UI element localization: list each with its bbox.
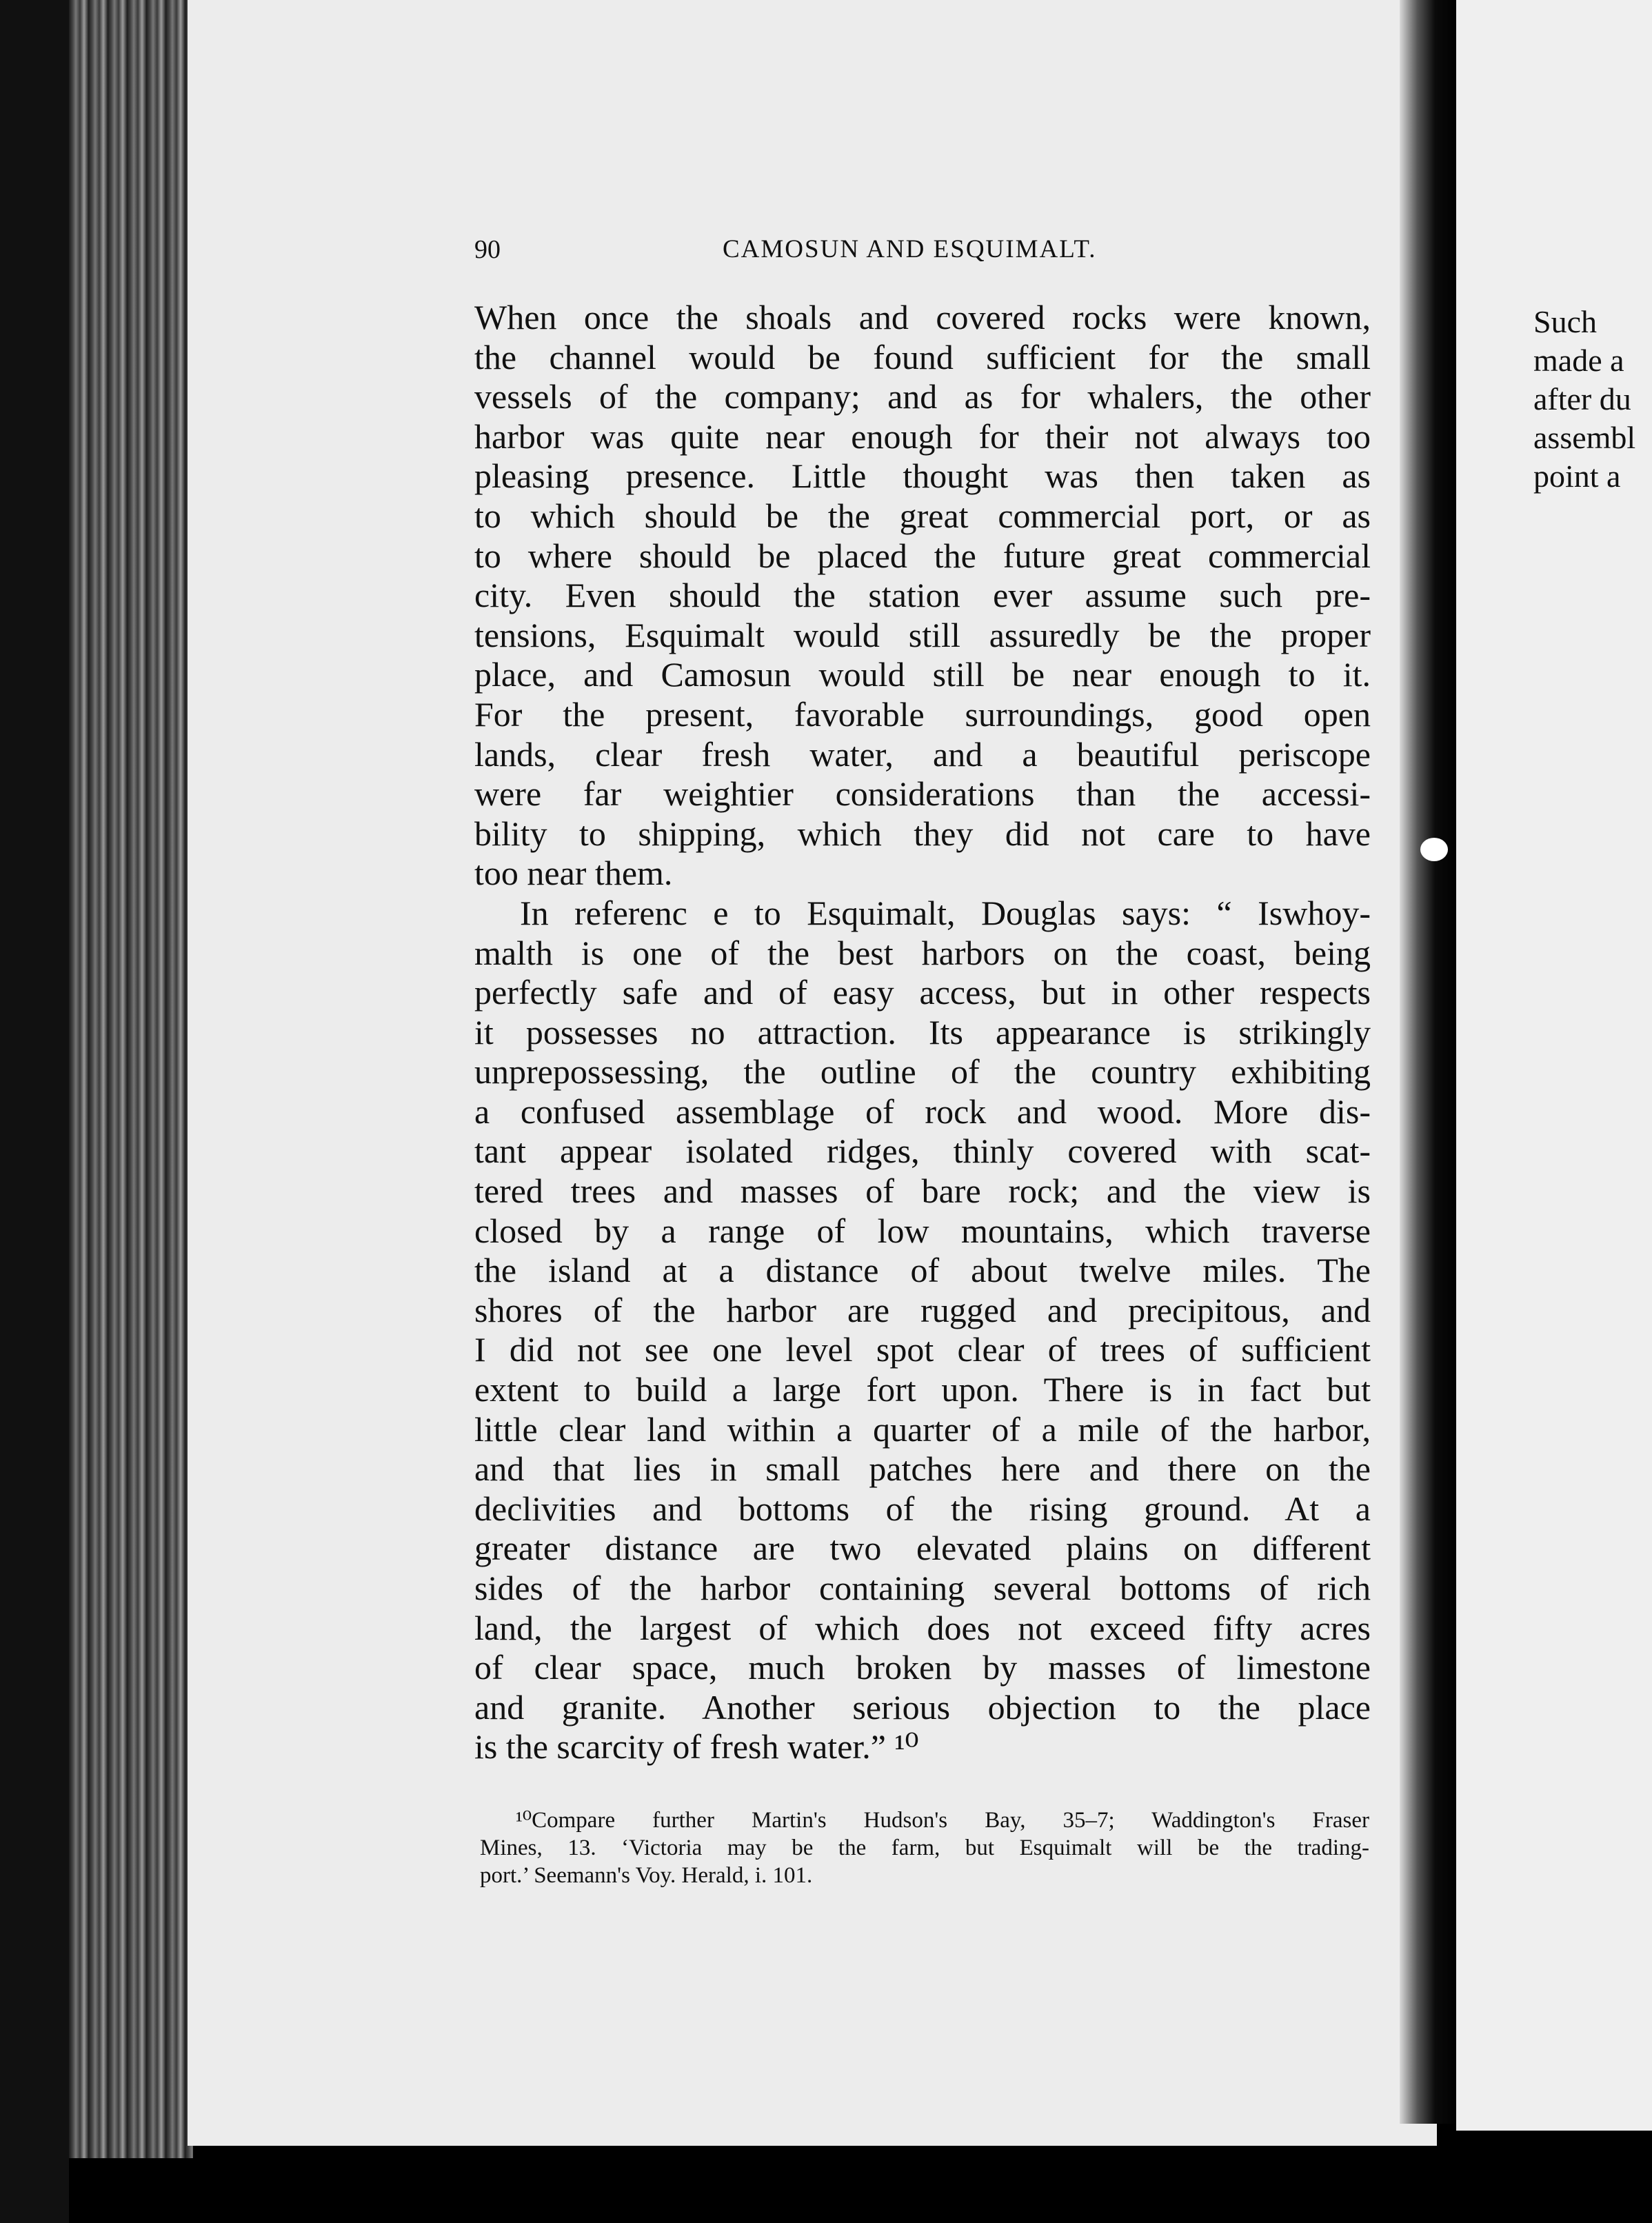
text-line: When once the shoals and covered rocks were known, <box>474 298 1371 336</box>
text-line: I did not see one level spot clear of trees of sufficient <box>474 1330 1371 1369</box>
text-line: the island at a distance of about twelve miles. The <box>474 1251 1371 1290</box>
right-page-line: Such <box>1533 304 1597 339</box>
text-line: were far weightier considerations than the accessi- <box>474 774 1371 814</box>
text-line: land, the largest of which does not exceed fifty acres <box>474 1608 1371 1647</box>
text-line: a confused assemblage of rock and wood. More dis- <box>474 1092 1371 1131</box>
right-page-line: point a <box>1533 459 1621 494</box>
text-line: bility to shipping, which they did not care to have <box>474 814 1371 853</box>
book-edge-shadow <box>0 0 69 2223</box>
text-line: and that lies in small patches here and there on the <box>474 1449 1371 1489</box>
text-line: malth is one of the best harbors on the coast, being <box>474 933 1371 972</box>
scan-blemish <box>1420 838 1448 861</box>
text-line: and granite. Another serious objection to the place <box>474 1687 1371 1727</box>
page-number: 90 <box>474 235 501 264</box>
text-line: to where should be placed the future great commercial <box>474 536 1371 575</box>
text-line: declivities and bottoms of the rising ground. At a <box>474 1489 1371 1528</box>
binding-gutter <box>1400 0 1459 2124</box>
text-line: harbor was quite near enough for their not always too <box>474 416 1371 456</box>
page-header <box>474 234 1371 276</box>
body-text <box>474 298 1371 1767</box>
text-line: perfectly safe and of easy access, but in other respects <box>474 973 1371 1012</box>
text-line: too near them. <box>474 854 673 893</box>
text-line: tensions, Esquimalt would still assuredly be the proper <box>474 615 1371 654</box>
right-page-line: after du <box>1533 381 1631 416</box>
text-line: unprepossessing, the outline of the country exhibiting <box>474 1052 1371 1092</box>
text-line: of clear space, much broken by masses of limestone <box>474 1648 1371 1687</box>
text-line: little clear land within a quarter of a mile of the harbor, <box>474 1409 1371 1449</box>
page-edges <box>69 0 193 2158</box>
text-line: For the present, favorable surroundings, good open <box>474 694 1371 734</box>
text-line: vessels of the company; and as for whalers, the other <box>474 377 1371 416</box>
text-line: it possesses no attraction. Its appearance is strikingly <box>474 1012 1371 1052</box>
right-page-line: made a <box>1533 343 1624 378</box>
text-line: pleasing presence. Little thought was then taken as <box>474 456 1371 496</box>
text-line: greater distance are two elevated plains on different <box>474 1529 1371 1568</box>
text-line: tant appear isolated ridges, thinly covered with scat- <box>474 1131 1371 1171</box>
text-line: lands, clear fresh water, and a beautiful periscope <box>474 734 1371 774</box>
footnote-line: ¹⁰Compare further Martin's Hudson's Bay, 35–7; Waddington's Fraser <box>516 1808 1369 1833</box>
right-page-line: assembl <box>1533 420 1636 455</box>
running-title: CAMOSUN AND ESQUIMALT. <box>723 235 1097 263</box>
right-page-fragment <box>1456 0 1652 2131</box>
text-line: extent to build a large fort upon. There is in fact but <box>474 1370 1371 1409</box>
footnote-line: Mines, 13. ‘Victoria may be the farm, but Esquimalt will be the trading- <box>480 1835 1369 1860</box>
footnote <box>480 1807 1369 1889</box>
text-line: sides of the harbor containing several bottoms of rich <box>474 1569 1371 1607</box>
footnote-line: port.’ Seemann's Voy. Herald, i. 101. <box>480 1863 813 1888</box>
text-line: the channel would be found sufficient for the small <box>474 337 1371 376</box>
text-line: closed by a range of low mountains, which traverse <box>474 1211 1371 1250</box>
text-line: shores of the harbor are rugged and precipitous, and <box>474 1290 1371 1329</box>
text-line: place, and Camosun would still be near enough to it. <box>474 655 1371 694</box>
text-line: is the scarcity of fresh water.” ¹⁰ <box>474 1727 919 1767</box>
text-line: tered trees and masses of bare rock; and the view is <box>474 1171 1371 1211</box>
text-line: In referenc e to Esquimalt, Douglas says: “ Iswhoy- <box>520 893 1371 932</box>
text-line: to which should be the great commercial port, or as <box>474 496 1371 535</box>
text-line: city. Even should the station ever assume such pre- <box>474 576 1371 615</box>
